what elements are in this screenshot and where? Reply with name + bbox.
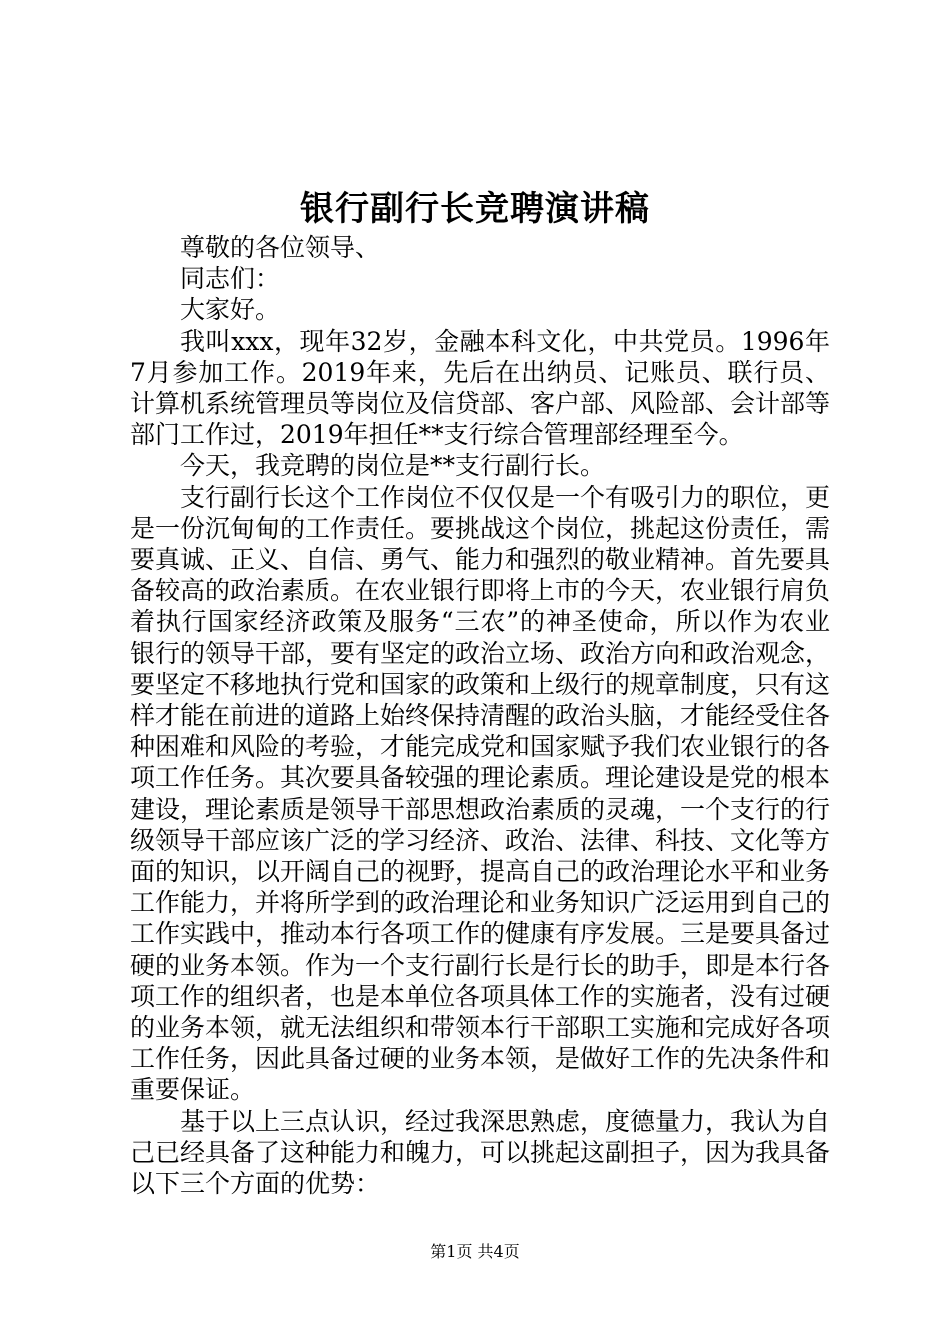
paragraph-requirements: 支行副行长这个工作岗位不仅仅是一个有吸引力的职位，更是一份沉甸甸的工作责任。要挑战这个岗位，挑起这份责任，需要真诚、正义、自信、勇气、能力和强烈的敬业精神。首先要具备较高的政治素质。在农业银行即将上市的今天，农业银行肩负着执行国家经济政策及服务“三农”的神圣使命，所以作为农业银行的领导干部，要有坚定的政治立场、政治方向和政治观念，要坚定不移地执行党和国家的政策和上级行的规章制度，只有这样才能在前进的道路上始终保持清醒的政治头脑，才能经受住各种困难和风险的考验，才能完成党和国家赋予我们农业银行的各项工作任务。其次要具备较强的理论素质。理论建设是党的根本建设，理论素质是领导干部思想政治素质的灵魂，一个支行的行级领导干部应该广泛的学习经济、政治、法律、科技、文化等方面的知识，以开阔自己的视野，提高自己的政治理论水平和业务工作能力，并将所学到的政治理论和业务知识广泛运用到自己的工作实践中，推动本行各项工作的健康有序发展。三是要具备过硬的业务本领。作为一个支行副行长是行长的助手，即是本行各项工作的组织者，也是本单位各项具体工作的实施者，没有过硬的业务本领，就无法组织和带领本行干部职工实施和完成好各项工作任务，因此具备过硬的业务本领，是做好工作的先决条件和重要保证。 (130, 482, 831, 1105)
paragraph-salutation: 尊敬的各位领导、 (180, 233, 381, 262)
paragraph-greeting: 大家好。 (180, 295, 281, 325)
paragraph-position: 今天，我竞聘的岗位是**支行副行长。 (180, 451, 606, 481)
paragraph-salutation-2: 同志们： (180, 264, 281, 294)
paragraph-self-intro: 我叫xxx，现年32岁，金融本科文化，中共党员。1996年7月参加工作。2019年来，先后在出纳员、记账员、联行员、计算机系统管理员等岗位及信贷部、客户部、风险部、会计部等部门工作过，2019年担任**支行综合管理部经理至今。 (130, 326, 831, 450)
paragraph-advantages-intro: 基于以上三点认识，经过我深思熟虑，度德量力，我认为自己已经具备了这种能力和魄力，可以挑起这副担子，因为我具备以下三个方面的优势： (130, 1106, 831, 1199)
document-body (130, 232, 830, 1199)
document-title: 银行副行长竞聘演讲稿 (300, 189, 650, 229)
page-footer: 第1页 共4页 (430, 1242, 520, 1261)
